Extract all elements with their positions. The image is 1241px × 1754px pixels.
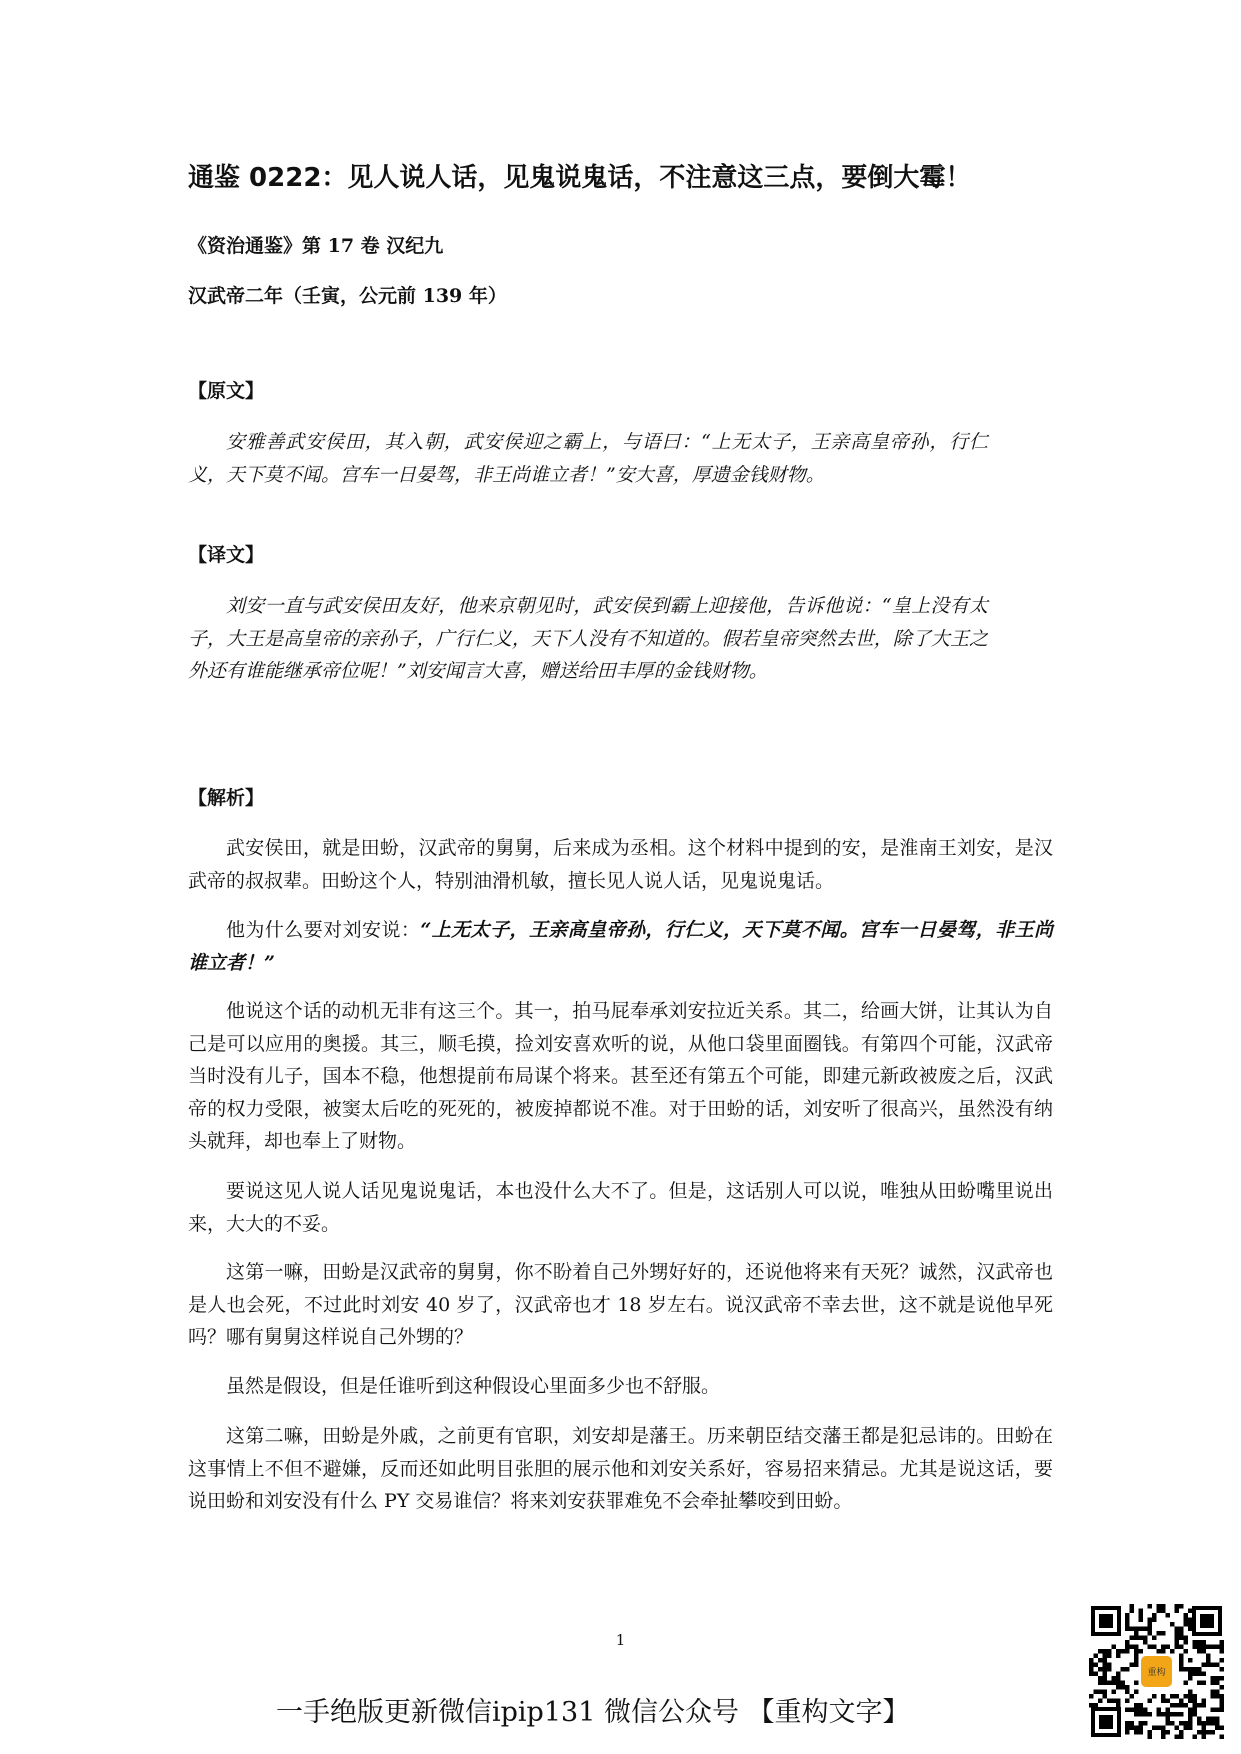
source-line: 《资治通鉴》第 17 卷 汉纪九	[188, 235, 444, 257]
page-title: 通鉴 0222：见人说人话，见鬼说鬼话，不注意这三点，要倒大霉！	[188, 163, 972, 193]
analysis-quote: “上无太子，王亲高皇帝孙，行仁义，天下莫不闻。宫车一日晏驾，非王尚谁立者！”	[188, 919, 1053, 974]
analysis-paragraph-2	[188, 914, 1053, 979]
original-text-paragraph: 安雅善武安侯田，其入朝，武安侯迎之霸上，与语曰：“上无太子，王亲高皇帝孙，行仁义，天下莫不闻。宫车一日晏驾，非王尚谁立者！”安大喜，厚遗金钱财物。	[188, 431, 988, 486]
analysis-paragraph-5: 这第一嘛，田蚡是汉武帝的舅舅，你不盼着自己外甥好好的，还说他将来有天死？诚然，汉武帝也是人也会死，不过此时刘安 40 岁了，汉武帝也才 18 岁左右。说汉武帝不幸去世，这不就是说他早死吗？哪有舅舅这样说自己外甥的？	[188, 1261, 1053, 1348]
date-line: 汉武帝二年（壬寅，公元前 139 年）	[188, 285, 507, 307]
analysis-paragraph-6: 虽然是假设，但是任谁听到这种假设心里面多少也不舒服。	[226, 1375, 721, 1397]
analysis-paragraph-4: 要说这见人说人话见鬼说鬼话，本也没什么大不了。但是，这话别人可以说，唯独从田蚡嘴里说出来，大大的不妥。	[188, 1180, 1053, 1235]
qr-badge-label: 重构	[1147, 1668, 1166, 1678]
section-heading-translation: 【译文】	[188, 544, 265, 566]
analysis-paragraph-1: 武安侯田，就是田蚡，汉武帝的舅舅，后来成为丞相。这个材料中提到的安，是淮南王刘安，是汉武帝的叔叔辈。田蚡这个人，特别油滑机敏，擅长见人说人话，见鬼说鬼话。	[188, 837, 1053, 892]
analysis-paragraph-3: 他说这个话的动机无非有这三个。其一，拍马屁奉承刘安拉近关系。其二，给画大饼，让其认为自己是可以应用的奥援。其三，顺毛摸，捡刘安喜欢听的说，从他口袋里面圈钱。有第四个可能，汉武帝当时没有儿子，国本不稳，他想提前布局谋个将来。甚至还有第五个可能，即建元新政被废之后，汉武帝的权力受限，被窦太后吃的死死的，被废掉都说不准。对于田蚡的话，刘安听了很高兴，虽然没有纳头就拜，却也奉上了财物。	[188, 1000, 1053, 1152]
analysis-question: 他为什么要对刘安说：	[226, 919, 421, 941]
translation-paragraph: 刘安一直与武安侯田友好，他来京朝见时，武安侯到霸上迎接他，告诉他说：“皇上没有太子，大王是高皇帝的亲孙子，广行仁义，天下人没有不知道的。假若皇帝突然去世，除了大王之外还有谁能继承帝位呢！”刘安闻言大喜，赠送给田丰厚的金钱财物。	[188, 595, 988, 682]
analysis-paragraph-7: 这第二嘛，田蚡是外戚，之前更有官职，刘安却是藩王。历来朝臣结交藩王都是犯忌讳的。田蚡在这事情上不但不避嫌，反而还如此明目张胆的展示他和刘安关系好，容易招来猜忌。尤其是说这话，要说田蚡和刘安没有什么 PY 交易谁信？将来刘安获罪难免不会牵扯攀咬到田蚡。	[188, 1425, 1053, 1512]
footer-watermark-text: 一手绝版更新微信ipip131 微信公众号 【重构文字】	[276, 1697, 910, 1728]
section-heading-analysis: 【解析】	[188, 787, 265, 809]
qr-code-icon	[1089, 1604, 1224, 1739]
page-number: 1	[615, 1631, 626, 1649]
section-heading-original: 【原文】	[188, 380, 265, 402]
